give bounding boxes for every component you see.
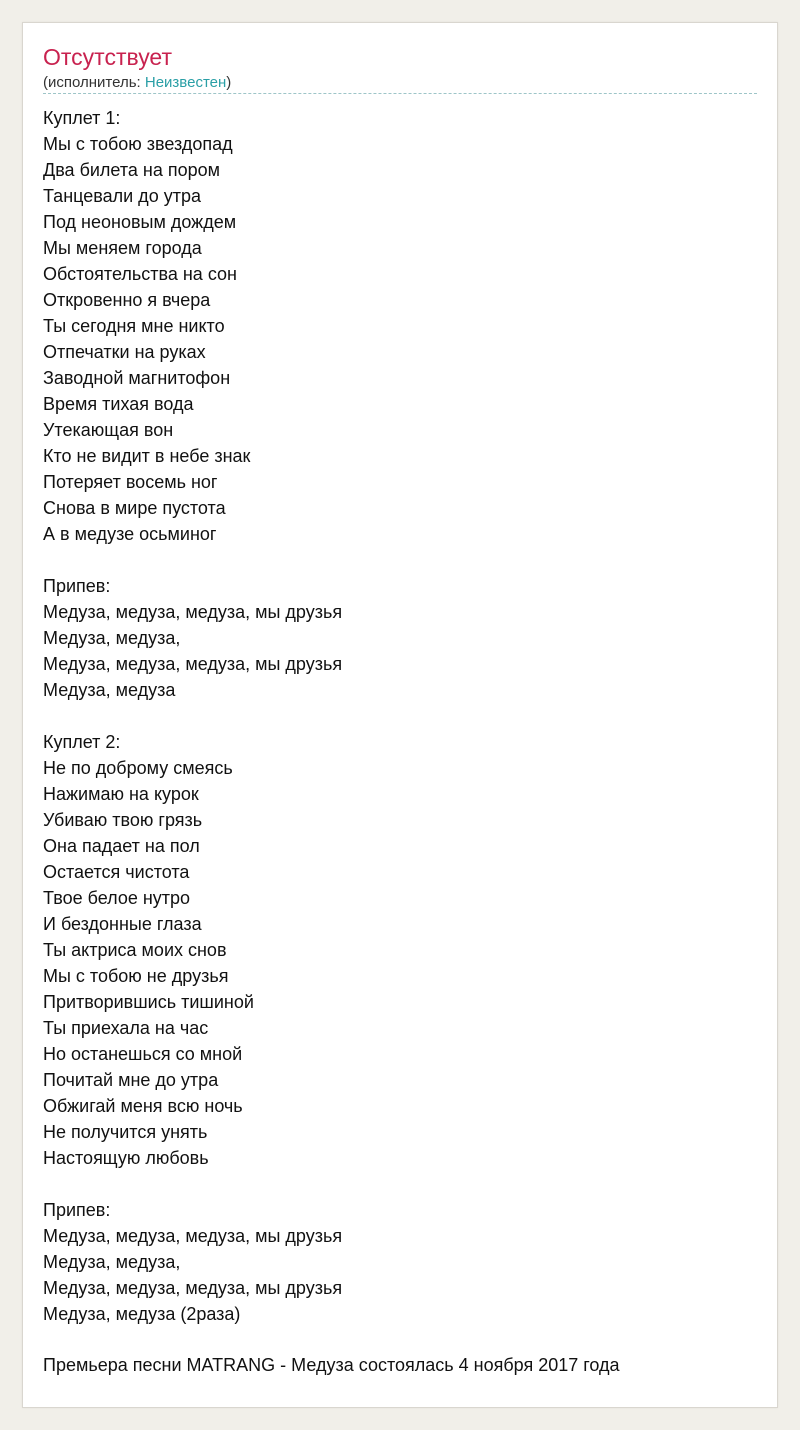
- lyrics-line: Но останешься со мной: [43, 1044, 243, 1064]
- lyrics-line: И бездонные глаза: [43, 914, 202, 934]
- lyrics-blank-line: [43, 547, 757, 573]
- lyrics-text: [43, 105, 757, 1327]
- lyrics-line: Не получится унять: [43, 1122, 208, 1142]
- lyrics-line: Мы с тобою звездопад: [43, 134, 233, 154]
- lyrics-line: Куплет 2:: [43, 732, 121, 752]
- lyrics-line: Отпечатки на руках: [43, 342, 206, 362]
- header-divider: [43, 93, 757, 94]
- lyrics-line: Медуза, медуза, медуза, мы друзья: [43, 1226, 343, 1246]
- lyrics-line: Медуза, медуза, медуза, мы друзья: [43, 602, 343, 622]
- lyrics-line: Время тихая вода: [43, 394, 194, 414]
- lyrics-line: Снова в мире пустота: [43, 498, 226, 518]
- lyrics-blank-line: [43, 1171, 757, 1197]
- lyrics-line: Обстоятельства на сон: [43, 264, 237, 284]
- lyrics-line: Ты актриса моих снов: [43, 940, 227, 960]
- lyrics-line: Ты сегодня мне никто: [43, 316, 225, 336]
- performer-prefix: (исполнитель:: [43, 74, 145, 91]
- lyrics-line: Кто не видит в небе знак: [43, 446, 251, 466]
- premiere-note: Премьера песни MATRANG - Медуза состоялась 4 ноября 2017 года: [43, 1355, 620, 1375]
- lyrics-line: Мы меняем города: [43, 238, 202, 258]
- performer-line: [43, 73, 231, 93]
- lyrics-line: Твое белое нутро: [43, 888, 191, 908]
- lyrics-line: Припев:: [43, 1200, 111, 1220]
- lyrics-line: А в медузе осьминог: [43, 524, 217, 544]
- lyrics-line: Нажимаю на курок: [43, 784, 199, 804]
- lyrics-line: Медуза, медуза, медуза, мы друзья: [43, 654, 343, 674]
- lyrics-line: Не по доброму смеясь: [43, 758, 233, 778]
- lyrics-line: Она падает на пол: [43, 836, 200, 856]
- lyrics-line: Под неоновым дождем: [43, 212, 237, 232]
- lyrics-line: Медуза, медуза,: [43, 1252, 181, 1272]
- performer-suffix: ): [226, 74, 232, 91]
- lyrics-line: Утекающая вон: [43, 420, 174, 440]
- lyrics-line: Остается чистота: [43, 862, 190, 882]
- lyrics-line: Почитай мне до утра: [43, 1070, 219, 1090]
- lyrics-line: Ты приехала на час: [43, 1018, 209, 1038]
- lyrics-line: Танцевали до утра: [43, 186, 201, 206]
- lyrics-line: Медуза, медуза: [43, 680, 176, 700]
- song-title: Отсутствует: [43, 44, 172, 70]
- lyrics-line: Притворившись тишиной: [43, 992, 254, 1012]
- lyrics-blank-line: [43, 703, 757, 729]
- lyrics-line: Настоящую любовь: [43, 1148, 209, 1168]
- lyrics-line: Куплет 1:: [43, 108, 121, 128]
- performer-link[interactable]: Неизвестен: [144, 74, 227, 91]
- lyrics-line: Мы с тобою не друзья: [43, 966, 229, 986]
- lyrics-line: Припев:: [43, 576, 111, 596]
- lyrics-line: Медуза, медуза, медуза, мы друзья: [43, 1278, 343, 1298]
- lyrics-line: Откровенно я вчера: [43, 290, 211, 310]
- lyrics-line: Медуза, медуза,: [43, 628, 181, 648]
- lyrics-card: [22, 22, 778, 1408]
- lyrics-line: Убиваю твою грязь: [43, 810, 203, 830]
- lyrics-line: Два билета на пором: [43, 160, 221, 180]
- lyrics-line: Заводной магнитофон: [43, 368, 231, 388]
- lyrics-line: Потеряет восемь ног: [43, 472, 218, 492]
- lyrics-line: Медуза, медуза (2раза): [43, 1304, 241, 1324]
- lyrics-line: Обжигай меня всю ночь: [43, 1096, 243, 1116]
